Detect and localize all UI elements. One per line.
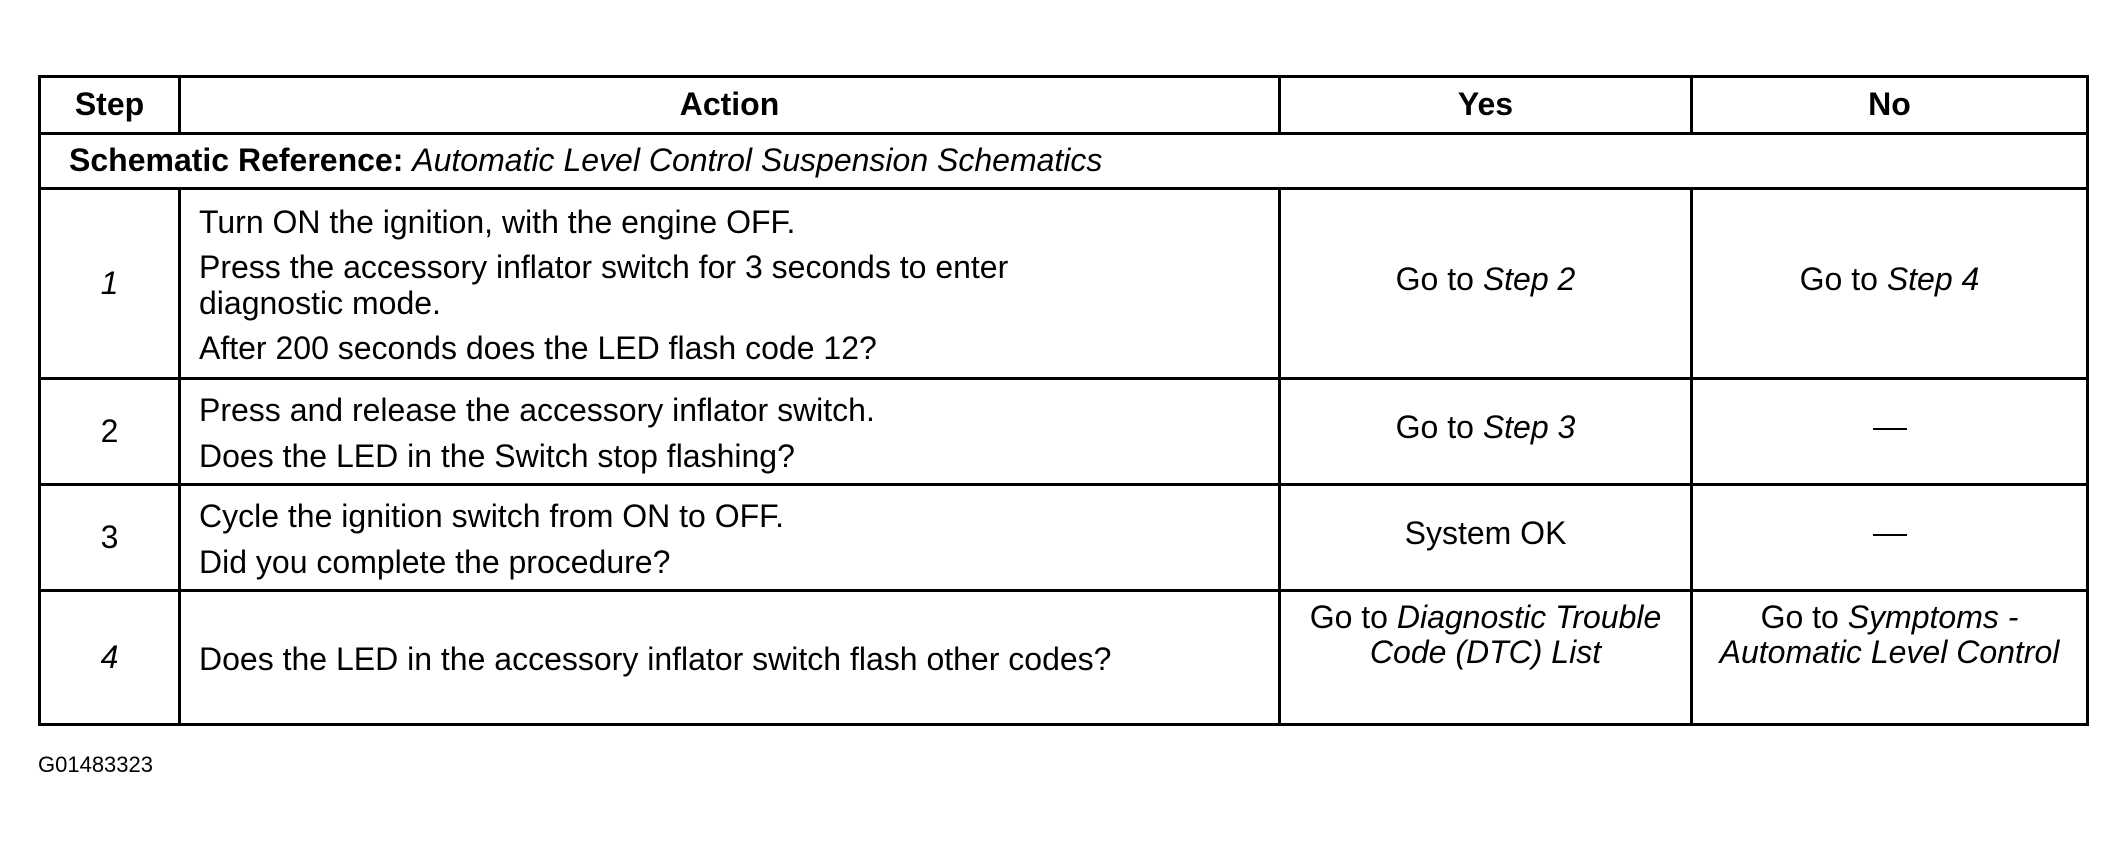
action-cell — [180, 379, 1280, 485]
table-row-step-4 — [40, 591, 2088, 725]
action-cell — [180, 591, 1280, 725]
yes-link[interactable]: Step 3 — [1482, 408, 1576, 445]
step-number: 4 — [40, 591, 180, 725]
em-dash — [1873, 428, 1907, 430]
no-prefix: Go to — [1799, 260, 1878, 297]
action-line: Press the accessory inflator switch for 3 seconds to enter diagnostic mode. — [199, 249, 1009, 321]
table-row-step-3 — [40, 485, 2088, 591]
action-cell — [180, 189, 1280, 379]
figure-id: G01483323 — [38, 752, 153, 777]
action-line: Did you complete the procedure? — [199, 543, 671, 580]
step-number: 2 — [40, 379, 180, 485]
no-link[interactable]: Symptoms - Automatic Level Control — [1719, 599, 2060, 671]
schematic-reference-cell — [40, 134, 2088, 189]
header-row — [40, 77, 2088, 134]
no-cell — [1692, 485, 2088, 591]
schematic-reference-row — [40, 134, 2088, 189]
header-yes: Yes — [1280, 77, 1692, 134]
header-action: Action — [180, 77, 1280, 134]
action-line: Turn ON the ignition, with the engine OFF. — [199, 204, 796, 241]
step-number: 1 — [40, 189, 180, 379]
yes-cell — [1280, 379, 1692, 485]
em-dash — [1873, 534, 1907, 536]
yes-prefix: Go to — [1395, 260, 1474, 297]
action-line: Press and release the accessory inflator switch. — [199, 392, 875, 429]
yes-cell: System OK — [1280, 485, 1692, 591]
action-line: Cycle the ignition switch from ON to OFF. — [199, 498, 785, 535]
action-line: After 200 seconds does the LED flash code 12? — [199, 329, 877, 366]
header-step: Step — [40, 77, 180, 134]
schematic-reference-label: Schematic Reference: — [69, 142, 404, 179]
no-link[interactable]: Step 4 — [1886, 260, 1980, 297]
diagnostic-table — [38, 75, 2089, 726]
action-cell — [180, 485, 1280, 591]
table-row-step-1 — [40, 189, 2088, 379]
schematic-reference-link[interactable]: Automatic Level Control Suspension Schematics — [412, 142, 1103, 179]
no-cell — [1692, 189, 2088, 379]
yes-prefix: Go to — [1395, 408, 1474, 445]
yes-cell — [1280, 189, 1692, 379]
table-row-step-2 — [40, 379, 2088, 485]
no-cell — [1692, 379, 2088, 485]
yes-prefix: Go to — [1309, 599, 1388, 635]
yes-link[interactable]: Diagnostic Trouble Code (DTC) List — [1369, 599, 1662, 671]
action-line: Does the LED in the accessory inflator switch flash other codes? — [199, 640, 1112, 677]
yes-cell — [1280, 591, 1692, 725]
no-cell — [1692, 591, 2088, 725]
header-no: No — [1692, 77, 2088, 134]
action-line: Does the LED in the Switch stop flashing? — [199, 437, 795, 474]
step-number: 3 — [40, 485, 180, 591]
yes-link[interactable]: Step 2 — [1482, 260, 1576, 297]
no-prefix: Go to — [1760, 599, 1839, 635]
